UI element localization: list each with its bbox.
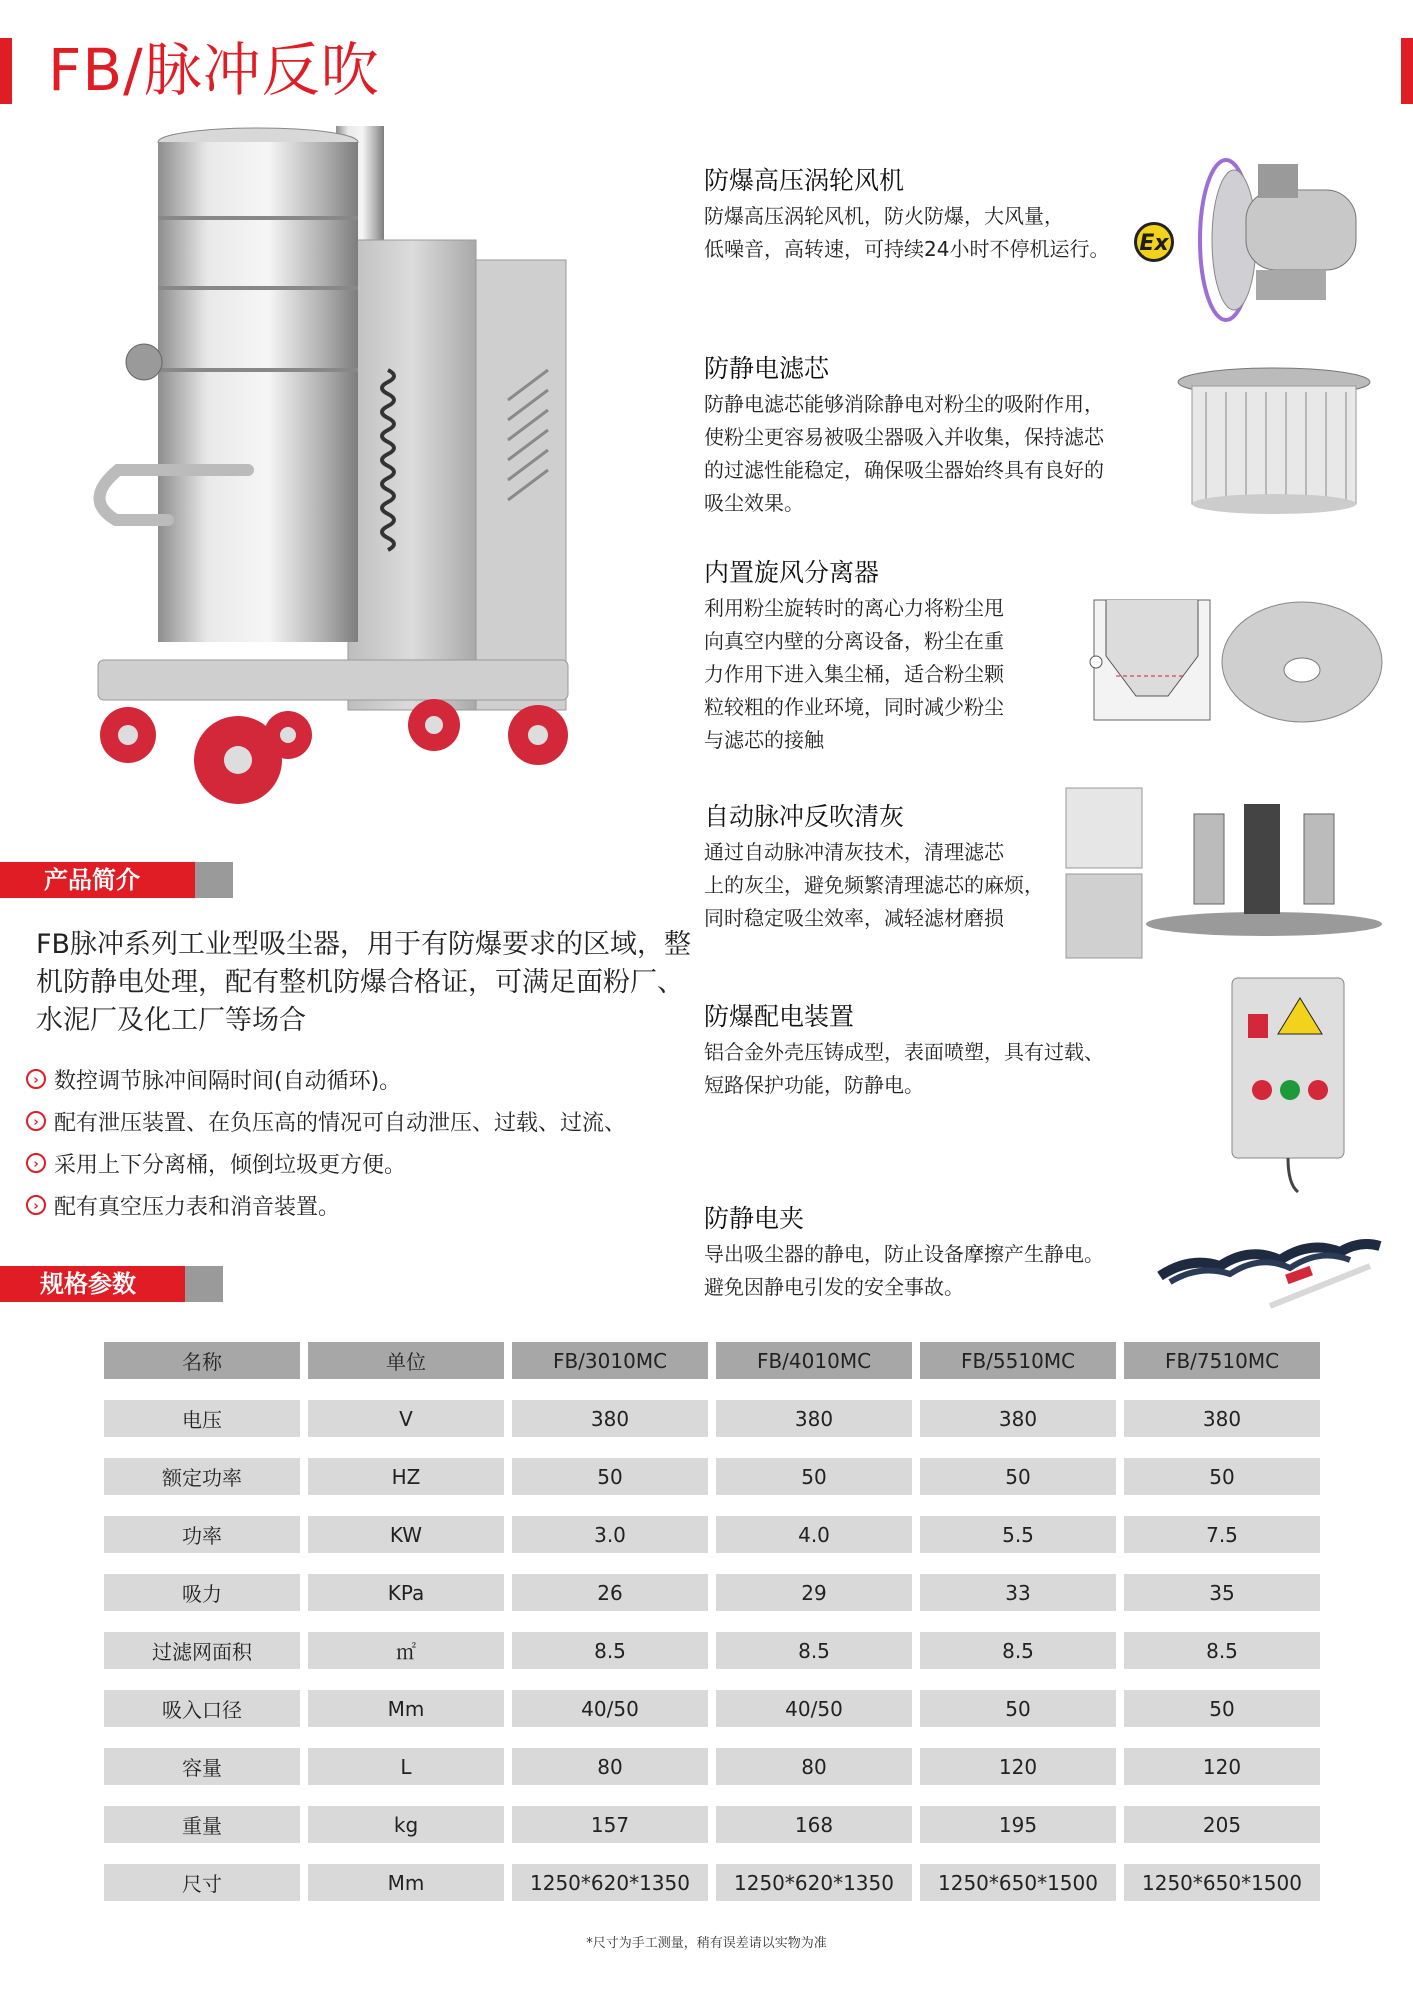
feature-pulse-cleaning	[704, 800, 1064, 935]
table-cell: 额定功率	[104, 1458, 300, 1495]
table-row-gap	[104, 1727, 1320, 1748]
table-cell: KPa	[308, 1574, 504, 1611]
table-cell: 50	[1124, 1458, 1320, 1495]
table-cell: Mm	[308, 1864, 504, 1901]
table-cell: 3.0	[512, 1516, 708, 1553]
table-cell: L	[308, 1748, 504, 1785]
table-cell: 1250*650*1500	[920, 1864, 1116, 1901]
table-row	[104, 1574, 1320, 1611]
table-cell: 195	[920, 1806, 1116, 1843]
explosion-proof-box-image	[1228, 974, 1348, 1194]
feature-title: 防静电夹	[704, 1204, 805, 1233]
chevron-right-icon: ›	[26, 1195, 46, 1215]
table-cell: 40/50	[512, 1690, 708, 1727]
spec-section-accent	[185, 1266, 223, 1302]
table-cell: 380	[716, 1400, 912, 1437]
table-cell: 尺寸	[104, 1864, 300, 1901]
table-cell: 380	[512, 1400, 708, 1437]
feature-desc: 导出吸尘器的静电，防止设备摩擦产生静电。 避免因静电引发的安全事故。	[704, 1242, 1104, 1299]
table-row	[104, 1748, 1320, 1785]
table-cell: 168	[716, 1806, 912, 1843]
chevron-right-icon: ›	[26, 1069, 46, 1089]
table-cell: 8.5	[920, 1632, 1116, 1669]
feature-desc: 防静电滤芯能够消除静电对粉尘的吸附作用， 使粉尘更容易被吸尘器吸入并收集，保持滤芯 的过滤性能稳定，确保吸尘器始终具有良好的 吸尘效果。	[704, 392, 1104, 515]
table-cell: ㎡	[308, 1632, 504, 1669]
feature-title: 防爆高压涡轮风机	[704, 166, 905, 195]
static-clip-cable-image	[1150, 1216, 1390, 1316]
table-row-gap	[104, 1495, 1320, 1516]
table-row-gap	[104, 1611, 1320, 1632]
table-cell: 120	[920, 1748, 1116, 1785]
feature-desc: 防爆高压涡轮风机，防火防爆，大风量， 低噪音，高转速，可持续24小时不停机运行。	[704, 204, 1110, 261]
feature-desc: 铝合金外壳压铸成型，表面喷塑，具有过载、 短路保护功能，防静电。	[704, 1040, 1104, 1097]
table-cell: 157	[512, 1806, 708, 1843]
table-row-gap	[104, 1785, 1320, 1806]
table-cell: kg	[308, 1806, 504, 1843]
spec-section-tag	[0, 1266, 223, 1302]
table-cell: 吸入口径	[104, 1690, 300, 1727]
chevron-right-icon: ›	[26, 1153, 46, 1173]
table-cell: 重量	[104, 1806, 300, 1843]
table-row	[104, 1632, 1320, 1669]
feature-cyclone	[704, 556, 1044, 757]
table-cell: 80	[716, 1748, 912, 1785]
vacuum-cleaner-illustration	[88, 120, 608, 850]
page-title: FB/脉冲反吹	[48, 36, 380, 104]
table-cell: 8.5	[512, 1632, 708, 1669]
footnote: *尺寸为手工测量，稍有误差请以实物为准	[586, 1936, 827, 1951]
feature-blower	[704, 164, 1144, 266]
intro-bullet: › 数控调节脉冲间隔时间(自动循环)。	[26, 1058, 706, 1100]
chevron-right-icon: ›	[26, 1111, 46, 1131]
feature-title: 防爆配电装置	[704, 1002, 855, 1031]
table-cell: 5.5	[920, 1516, 1116, 1553]
table-row	[104, 1458, 1320, 1495]
left-accent-bar	[0, 38, 12, 104]
feature-static-clip	[704, 1202, 1144, 1304]
table-cell: 8.5	[1124, 1632, 1320, 1669]
table-cell: 50	[920, 1458, 1116, 1495]
table-header-row: 名称 单位 FB/3010MC FB/4010MC FB/5510MC FB/7510MC	[104, 1342, 1320, 1379]
table-row	[104, 1864, 1320, 1901]
right-accent-bar	[1401, 38, 1413, 104]
table-cell: 7.5	[1124, 1516, 1320, 1553]
table-cell: 80	[512, 1748, 708, 1785]
table-row-gap	[104, 1553, 1320, 1574]
table-cell: 40/50	[716, 1690, 912, 1727]
table-cell: 4.0	[716, 1516, 912, 1553]
feature-distribution-box	[704, 1000, 1144, 1102]
blower-motor-image	[1186, 140, 1382, 340]
spec-section-label: 规格参数	[0, 1266, 185, 1302]
table-cell: 380	[1124, 1400, 1320, 1437]
feature-title: 防静电滤芯	[704, 354, 830, 383]
feature-desc: 利用粉尘旋转时的离心力将粉尘甩 向真空内壁的分离设备，粉尘在重 力作用下进入集尘桶，适合粉尘颗 粒较粗的作业环境，同时减少粉尘 与滤芯的接触	[704, 596, 1004, 752]
table-row-gap	[104, 1379, 1320, 1400]
feature-title: 内置旋风分离器	[704, 558, 880, 587]
intro-bullet: › 配有真空压力表和消音装置。	[26, 1184, 706, 1226]
table-cell: 50	[716, 1458, 912, 1495]
table-cell: HZ	[308, 1458, 504, 1495]
table-cell: KW	[308, 1516, 504, 1553]
table-cell: 205	[1124, 1806, 1320, 1843]
table-cell: Mm	[308, 1690, 504, 1727]
table-cell: 50	[920, 1690, 1116, 1727]
intro-section-tag	[0, 862, 233, 898]
table-cell: 1250*650*1500	[1124, 1864, 1320, 1901]
table-row	[104, 1516, 1320, 1553]
table-cell: 功率	[104, 1516, 300, 1553]
table-cell: 电压	[104, 1400, 300, 1437]
spec-table-body	[104, 1379, 1320, 1901]
spec-table	[96, 1342, 1328, 1901]
table-cell: 吸力	[104, 1574, 300, 1611]
feature-filter	[704, 352, 1144, 520]
table-cell: 29	[716, 1574, 912, 1611]
table-row-gap	[104, 1437, 1320, 1458]
table-cell: 50	[1124, 1690, 1320, 1727]
intro-bullet-list	[26, 1058, 706, 1226]
intro-section-label: 产品简介	[0, 862, 195, 898]
table-row-gap	[104, 1669, 1320, 1690]
pulse-valve-image	[1064, 784, 1384, 960]
table-row	[104, 1806, 1320, 1843]
table-cell: 35	[1124, 1574, 1320, 1611]
table-cell: 过滤网面积	[104, 1632, 300, 1669]
table-cell: 容量	[104, 1748, 300, 1785]
intro-text: FB脉冲系列工业型吸尘器，用于有防爆要求的区域，整机防静电处理，配有整机防爆合格证，可满足面粉厂、水泥厂及化工厂等场合	[36, 929, 692, 1036]
intro-bullet: › 采用上下分离桶，倾倒垃圾更方便。	[26, 1142, 706, 1184]
table-cell: 1250*620*1350	[512, 1864, 708, 1901]
table-cell: 120	[1124, 1748, 1320, 1785]
cyclone-separator-image	[1086, 596, 1386, 726]
table-cell: 1250*620*1350	[716, 1864, 912, 1901]
table-cell: 33	[920, 1574, 1116, 1611]
table-row-gap	[104, 1843, 1320, 1864]
feature-desc: 通过自动脉冲清灰技术，清理滤芯 上的灰尘，避免频繁清理滤芯的麻烦， 同时稳定吸尘效率，减轻滤材磨损	[704, 840, 1044, 930]
table-cell: V	[308, 1400, 504, 1437]
table-cell: 50	[512, 1458, 708, 1495]
intro-section-accent	[195, 862, 233, 898]
table-cell: 8.5	[716, 1632, 912, 1669]
ex-explosion-proof-icon: Ex	[1134, 222, 1174, 262]
table-row	[104, 1400, 1320, 1437]
filter-cartridge-image	[1156, 362, 1386, 522]
table-cell: 26	[512, 1574, 708, 1611]
feature-title: 自动脉冲反吹清灰	[704, 802, 905, 831]
table-cell: 380	[920, 1400, 1116, 1437]
intro-bullet: › 配有泄压装置、在负压高的情况可自动泄压、过载、过流、	[26, 1100, 706, 1142]
table-row	[104, 1690, 1320, 1727]
